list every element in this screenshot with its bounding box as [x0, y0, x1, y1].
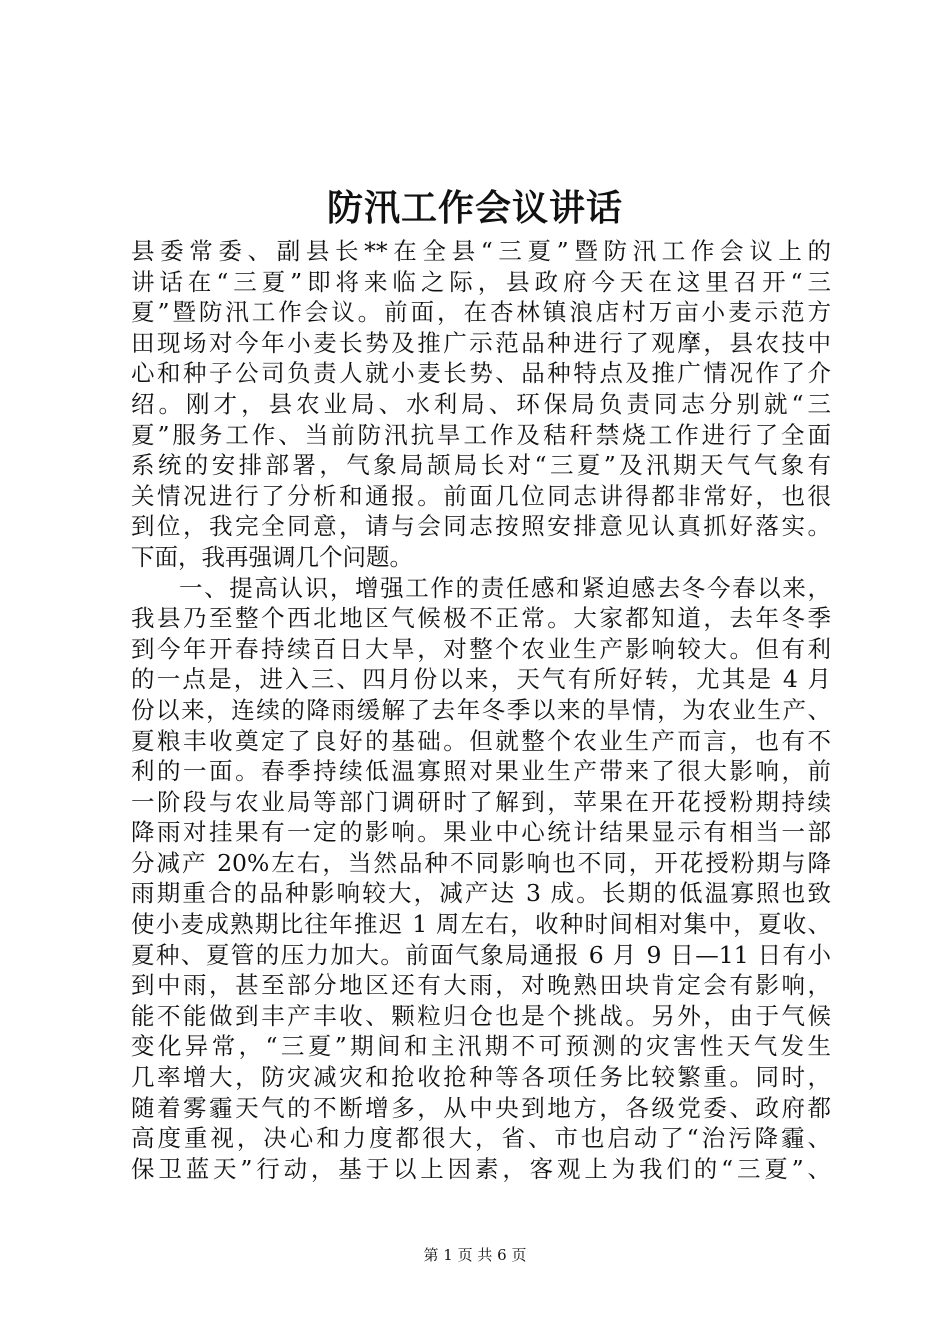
text-line: 心和种子公司负责人就小麦长势、品种特点及推广情况作了介: [131, 359, 831, 388]
text-line: 几率增大，防灾减灾和抢收抢种等各项任务比较繁重。同时，: [131, 1063, 831, 1092]
text-line: 我县乃至整个西北地区气候极不正常。大家都知道，去年冬季: [131, 604, 831, 633]
text-line: 保卫蓝天”行动，基于以上因素，客观上为我们的“三夏”、: [131, 1154, 831, 1183]
text-line: 夏粮丰收奠定了良好的基础。但就整个农业生产而言，也有不: [131, 726, 831, 755]
text-line: 变化异常，“三夏”期间和主汛期不可预测的灾害性天气发生: [131, 1032, 831, 1061]
text-line: 到中雨，甚至部分地区还有大雨，对晚熟田块肯定会有影响，: [131, 971, 831, 1000]
text-line: 到今年开春持续百日大旱，对整个农业生产影响较大。但有利: [131, 634, 831, 663]
text-line: 夏种、夏管的压力加大。前面气象局通报 6 月 9 日—11 日有小: [131, 940, 831, 969]
document-body: [131, 236, 831, 1184]
text-line: 随着雾霾天气的不断增多，从中央到地方，各级党委、政府都: [131, 1093, 831, 1122]
text-line: 田现场对今年小麦长势及推广示范品种进行了观摩，县农技中: [131, 328, 831, 357]
text-line: 夏”服务工作、当前防汛抗旱工作及秸秆禁烧工作进行了全面: [131, 420, 831, 449]
text-line: 分减产 20%左右，当然品种不同影响也不同，开花授粉期与降: [131, 848, 831, 877]
text-line: 下面，我再强调几个问题。: [131, 542, 413, 571]
text-line: 的一点是，进入三、四月份以来，天气有所好转，尤其是 4 月: [131, 665, 831, 694]
text-line: 讲话在“三夏”即将来临之际，县政府今天在这里召开“三: [131, 267, 831, 296]
text-line: 利的一面。春季持续低温寡照对果业生产带来了很大影响，前: [131, 757, 831, 786]
text-line: 使小麦成熟期比往年推迟 1 周左右，收种时间相对集中，夏收、: [131, 910, 831, 939]
text-line: 到位，我完全同意，请与会同志按照安排意见认真抓好落实。: [131, 512, 831, 541]
page-title: 防汛工作会议讲话: [326, 187, 623, 229]
text-line: 高度重视，决心和力度都很大，省、市也启动了“治污降霾、: [131, 1124, 831, 1153]
text-line: 关情况进行了分析和通报。前面几位同志讲得都非常好，也很: [131, 481, 831, 510]
text-line: 降雨对挂果有一定的影响。果业中心统计结果显示有相当一部: [131, 818, 831, 847]
text-line: 雨期重合的品种影响较大，减产达 3 成。长期的低温寡照也致: [131, 879, 831, 908]
text-line: 系统的安排部署，气象局颉局长对“三夏”及汛期天气气象有: [131, 451, 831, 480]
text-line: 一阶段与农业局等部门调研时了解到，苹果在开花授粉期持续: [131, 787, 831, 816]
text-line: 能不能做到丰产丰收、颗粒归仓也是个挑战。另外，由于气候: [131, 1001, 831, 1030]
text-line: 县委常委、副县长**在全县“三夏”暨防汛工作会议上的: [131, 237, 831, 265]
text-line: 份以来，连续的降雨缓解了去年冬季以来的旱情，为农业生产、: [131, 695, 831, 724]
section-heading-line: 一、提高认识，增强工作的责任感和紧迫感去冬今春以来，: [179, 573, 831, 602]
text-line: 绍。刚才，县农业局、水利局、环保局负责同志分别就“三: [131, 389, 831, 418]
page-number-footer: 第 1 页 共 6 页: [423, 1246, 527, 1264]
text-line: 夏”暨防汛工作会议。前面，在杏林镇浪店村万亩小麦示范方: [131, 298, 831, 327]
